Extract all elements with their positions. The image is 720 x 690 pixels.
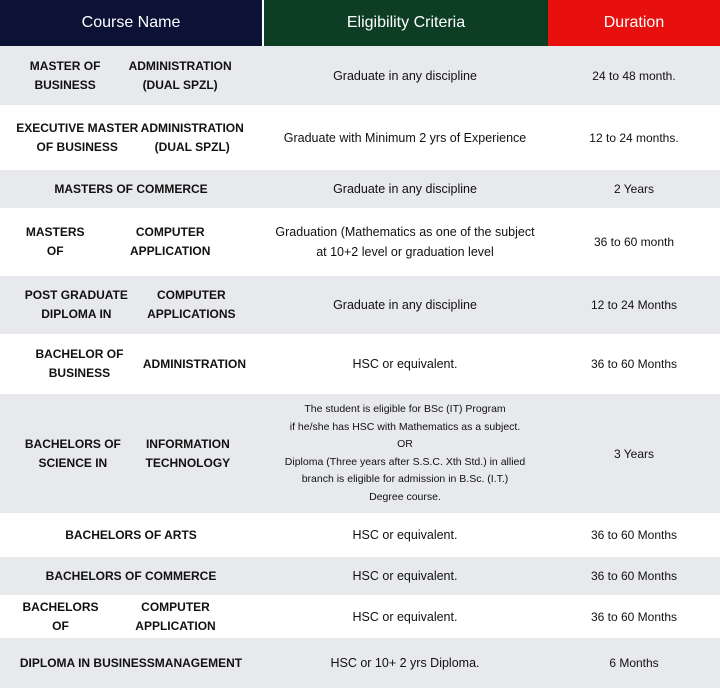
course-name-line: MASTERS OF xyxy=(25,225,85,258)
course-name-cell xyxy=(0,107,262,168)
course-name-cell xyxy=(0,276,262,334)
eligibility-line: HSC or equivalent. xyxy=(352,357,458,371)
course-name-line: DIPLOMA IN BUSINESS xyxy=(19,655,155,670)
course-name-cell xyxy=(0,336,262,392)
course-name-cell xyxy=(0,638,262,688)
eligibility-line: HSC or equivalent. xyxy=(352,569,458,583)
eligibility-line: HSC or 10+ 2 yrs Diploma. xyxy=(330,656,480,670)
course-name-line: COMPUTER APPLICATION xyxy=(129,225,211,258)
course-name-cell xyxy=(0,557,262,595)
header-duration: Duration xyxy=(548,0,720,46)
duration-cell: 24 to 48 month. xyxy=(592,68,676,83)
table-row xyxy=(0,107,720,170)
table-body xyxy=(0,46,720,690)
eligibility-cell xyxy=(262,597,548,636)
table-row xyxy=(0,638,720,690)
eligibility-line: Graduate with Minimum 2 yrs of Experience xyxy=(283,130,527,145)
eligibility-line: The student is eligible for BSc (IT) Program xyxy=(304,403,506,415)
table-row xyxy=(0,515,720,557)
duration-cell: 36 to 60 Months xyxy=(590,569,678,583)
course-name-line: ADMINISTRATION (DUAL SPZL) xyxy=(140,120,244,154)
duration-cell: 12 to 24 months. xyxy=(589,130,679,145)
eligibility-line: OR xyxy=(397,438,413,450)
eligibility-cell xyxy=(262,107,548,168)
eligibility-cell xyxy=(262,336,548,392)
table-row xyxy=(0,170,720,210)
eligibility-cell xyxy=(262,557,548,595)
duration-cell: 36 to 60 Months xyxy=(590,609,678,624)
table-row xyxy=(0,394,720,515)
course-name-line: MASTERS OF COMMERCE xyxy=(54,181,208,196)
eligibility-cell xyxy=(262,394,548,513)
eligibility-line: Graduation (Mathematics as one of the subject xyxy=(275,225,535,239)
table-row xyxy=(0,276,720,336)
course-name-line: ADMINISTRATION (DUAL SPZL) xyxy=(128,58,232,92)
duration-cell: 36 to 60 month xyxy=(593,235,675,249)
eligibility-cell xyxy=(262,276,548,334)
course-name-line: COMPUTER APPLICATIONS xyxy=(147,288,236,321)
course-name-line: BACHELOR OF BUSINESS xyxy=(35,347,124,380)
course-name-line: BACHELORS OF ARTS xyxy=(65,527,197,542)
eligibility-cell xyxy=(262,170,548,208)
course-name-cell xyxy=(0,515,262,555)
eligibility-line: at 10+2 level or graduation level xyxy=(316,245,494,259)
header-course-name: Course Name xyxy=(0,0,262,46)
eligibility-line: HSC or equivalent. xyxy=(352,528,458,542)
eligibility-line: Diploma (Three years after S.S.C. Xth Std.) in allied xyxy=(284,455,526,468)
course-name-line: INFORMATION TECHNOLOGY xyxy=(145,436,231,470)
duration-cell: 6 Months xyxy=(609,656,659,670)
duration-cell: 36 to 60 Months xyxy=(590,528,678,542)
eligibility-line: Graduate in any discipline xyxy=(333,68,477,83)
eligibility-line: Graduate in any discipline xyxy=(333,298,477,312)
duration-cell: 2 Years xyxy=(613,182,655,196)
course-name-cell xyxy=(0,210,262,274)
course-name-cell xyxy=(0,394,262,513)
table-row xyxy=(0,46,720,107)
eligibility-cell xyxy=(262,515,548,555)
course-name-line: COMPUTER APPLICATION xyxy=(135,599,216,633)
course-name-line: BACHELORS OF xyxy=(22,599,99,633)
eligibility-line: branch is eligible for admission in B.Sc. (I.T.) xyxy=(301,473,509,485)
header-eligibility-criteria: Eligibility Criteria xyxy=(264,0,548,46)
course-name-line: MANAGEMENT xyxy=(154,655,243,670)
duration-cell: 36 to 60 Months xyxy=(590,357,678,371)
course-name-line: MASTER OF BUSINESS xyxy=(29,58,101,92)
eligibility-cell xyxy=(262,638,548,688)
eligibility-cell xyxy=(262,46,548,105)
eligibility-line: Degree course. xyxy=(369,490,441,503)
eligibility-cell xyxy=(262,210,548,274)
eligibility-line: Graduate in any discipline xyxy=(333,182,477,196)
table-row xyxy=(0,336,720,394)
course-name-cell xyxy=(0,597,262,636)
duration-cell: 3 Years xyxy=(613,446,655,461)
eligibility-line: HSC or equivalent. xyxy=(352,609,458,624)
course-name-line: BACHELORS OF COMMERCE xyxy=(45,568,217,583)
course-name-cell xyxy=(0,170,262,208)
course-name-line: BACHELORS OF SCIENCE IN xyxy=(24,436,121,470)
table-row xyxy=(0,597,720,638)
course-name-line: ADMINISTRATION xyxy=(142,356,246,371)
table-row xyxy=(0,557,720,597)
course-name-line: EXECUTIVE MASTER OF BUSINESS xyxy=(16,120,139,154)
duration-cell: 12 to 24 Months xyxy=(590,298,678,312)
table-header xyxy=(0,0,720,46)
course-name-line: POST GRADUATE DIPLOMA IN xyxy=(24,288,128,321)
eligibility-line: if he/she has HSC with Mathematics as a subject. xyxy=(289,420,521,433)
course-name-cell xyxy=(0,46,262,105)
table-row xyxy=(0,210,720,276)
